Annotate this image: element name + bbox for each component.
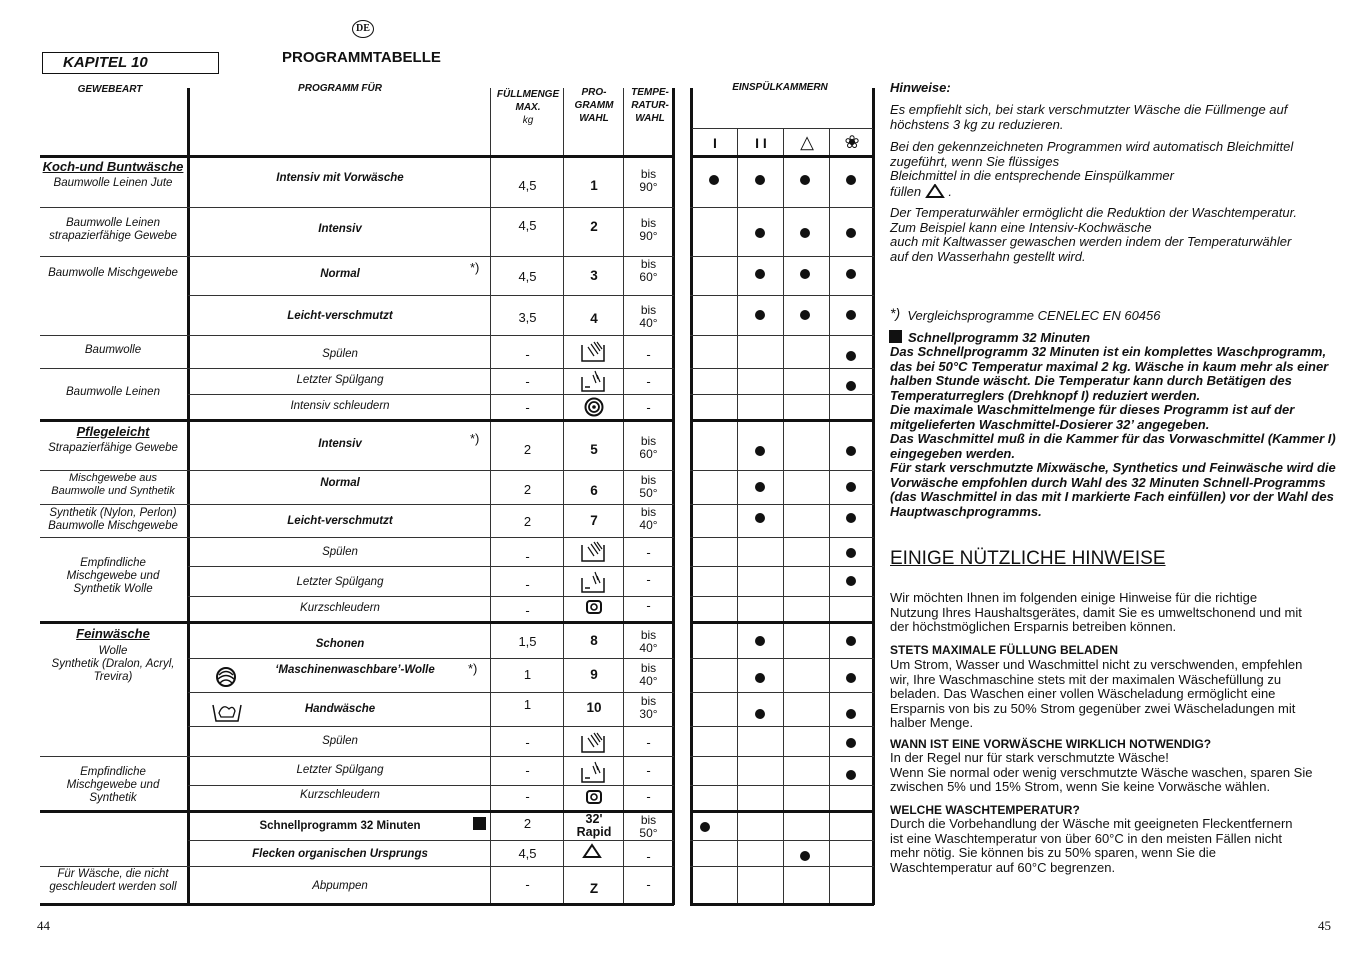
compartment-dot bbox=[755, 673, 765, 683]
load-value: - bbox=[525, 577, 530, 592]
paragraph: In der Regel nur für stark verschmutzte Wäsche! Wenn Sie normal oder wenig verschmutzte Wäsche waschen, sparen Sie zwischen 5% und 15% Strom, wenn Sie keine Vorwäsche wählen. bbox=[890, 750, 1313, 794]
table-rule bbox=[40, 368, 188, 369]
program-number: 32' Rapid bbox=[576, 812, 612, 839]
compartment-dot bbox=[800, 228, 810, 238]
compartment-dot bbox=[846, 673, 856, 683]
table-divider bbox=[563, 88, 564, 905]
load-value: - bbox=[525, 603, 530, 618]
load-value: - bbox=[525, 763, 530, 778]
compartment-dot bbox=[709, 175, 719, 185]
temp-value: bis 40° bbox=[639, 505, 658, 532]
temp-value: - bbox=[646, 545, 651, 560]
table-rule bbox=[188, 256, 674, 257]
temp-value: bis 90° bbox=[639, 216, 658, 243]
program-name: Letzter Spülgang bbox=[296, 576, 384, 588]
temp-value: - bbox=[646, 572, 651, 587]
table-rule bbox=[40, 537, 188, 538]
chapter-label: KAPITEL 10 bbox=[42, 52, 219, 74]
table-rule bbox=[188, 394, 674, 395]
program-name: Schnellprogramm 32 Minuten bbox=[259, 820, 421, 832]
program-name: Intensiv bbox=[318, 438, 362, 450]
temp-value: - bbox=[646, 598, 651, 613]
compartment-dot bbox=[846, 513, 856, 523]
fabric-text: Baumwolle Leinen bbox=[66, 386, 160, 398]
header-compartments: EINSPÜLKAMMERN bbox=[732, 82, 828, 93]
last-rinse-icon bbox=[580, 760, 606, 784]
fabric-text: Strapazierfähige Gewebe bbox=[48, 442, 178, 454]
compartment-dot bbox=[846, 228, 856, 238]
temp-value: bis 30° bbox=[639, 694, 658, 721]
table-rule bbox=[188, 566, 674, 567]
compartment-dot bbox=[846, 175, 856, 185]
program-name: Letzter Spülgang bbox=[296, 374, 384, 386]
compartment-dot bbox=[755, 175, 765, 185]
compartment-dot bbox=[755, 636, 765, 646]
note-paragraph: Bei den gekennzeichneten Programmen wird automatisch Bleichmittel zugeführt, wenn Sie flüssiges Bleichmittel in die entsprechende Einspülkammer füllen . bbox=[890, 139, 1294, 199]
header-fabric: GEWEBEART bbox=[77, 84, 143, 95]
program-name: Schonen bbox=[315, 638, 365, 650]
table-rule bbox=[40, 470, 188, 471]
page-number-left: 44 bbox=[37, 918, 50, 933]
program-number: 8 bbox=[590, 633, 598, 648]
table-divider bbox=[872, 88, 875, 905]
table-rule bbox=[188, 621, 674, 624]
load-value: - bbox=[525, 374, 530, 389]
fabric-text: Baumwolle Leinen Jute bbox=[53, 177, 173, 189]
program-number: Z bbox=[589, 881, 599, 896]
compartment-dot bbox=[755, 482, 765, 492]
table-rule bbox=[40, 810, 188, 813]
paragraph: Durch die Vorbehandlung der Wäsche mit geeigneten Fleckentfernern ist eine Waschtemperatur von über 60°C in den meisten Fällen nicht mehr nötig. Sie können bis zu 50% sparen, wenn Sie die Waschtemperatur auf 60°C begrenzen. bbox=[890, 816, 1293, 875]
program-name: Flecken organischen Ursprungs bbox=[252, 848, 428, 860]
fabric-text: Baumwolle Mischgewebe bbox=[48, 267, 178, 279]
table-rule bbox=[690, 368, 874, 369]
last-rinse-icon bbox=[580, 369, 606, 393]
compartment-dot bbox=[800, 175, 810, 185]
program-number: 5 bbox=[590, 442, 598, 457]
footnote-marker: *) bbox=[468, 661, 478, 676]
bleach-triangle-icon bbox=[925, 184, 945, 199]
note-paragraph: Es empfiehlt sich, bei stark verschmutzter Wäsche die Füllmenge auf höchstens 3 kg zu reduzieren. bbox=[890, 102, 1288, 132]
fabric-text: Baumwolle Leinen strapazierfähige Gewebe bbox=[49, 217, 177, 242]
table-rule bbox=[690, 207, 874, 208]
table-rule bbox=[40, 866, 188, 867]
bleach-triangle-icon bbox=[582, 843, 602, 859]
program-name: Leicht-verschmutzt bbox=[287, 515, 393, 527]
rinse-icon bbox=[580, 730, 606, 754]
paragraph: Um Strom, Wasser und Waschmittel nicht zu verschwenden, empfehlen wir, Ihre Waschmaschine stets mit der maximalen Wäschefüllung zu beladen. Das Waschen einer vollen Wäscheladung ermöglicht eine Ersparnis von bis zu 50% Strom gegenüber zwei Wäscheladungen mit halber Menge. bbox=[890, 657, 1303, 730]
program-name: Abpumpen bbox=[312, 880, 368, 892]
temp-value: bis 40° bbox=[639, 628, 658, 655]
load-value: - bbox=[525, 735, 530, 750]
table-rule bbox=[690, 470, 874, 471]
header-program-for: PROGRAMM FÜR bbox=[298, 83, 382, 94]
table-rule bbox=[188, 295, 674, 296]
table-rule bbox=[40, 155, 188, 158]
table-rule bbox=[188, 596, 674, 597]
fabric-text: Wolle Synthetik (Dralon, Acryl, Trevira) bbox=[51, 645, 175, 683]
program-name: Spülen bbox=[322, 348, 358, 360]
table-rule bbox=[188, 207, 674, 208]
load-value: 4,5 bbox=[518, 178, 537, 193]
compartment-dot bbox=[846, 446, 856, 456]
square-marker-icon bbox=[473, 817, 486, 830]
table-rule bbox=[40, 256, 188, 257]
schnell-title: Schnellprogramm 32 Minuten bbox=[908, 330, 1091, 345]
temp-value: bis 40° bbox=[639, 661, 658, 688]
temp-value: - bbox=[646, 400, 651, 415]
program-number: 3 bbox=[590, 268, 598, 283]
temp-value: - bbox=[646, 735, 651, 750]
table-rule bbox=[690, 504, 874, 505]
table-divider bbox=[187, 88, 190, 905]
table-rule bbox=[188, 335, 674, 336]
footnote: *) Vergleichsprogramme CENELEC EN 60456 bbox=[890, 305, 1161, 323]
load-value: 4,5 bbox=[518, 846, 537, 861]
table-divider bbox=[623, 88, 624, 905]
load-value: - bbox=[525, 789, 530, 804]
compartment-dot bbox=[755, 709, 765, 719]
spin-icon bbox=[584, 397, 604, 417]
table-divider bbox=[737, 128, 738, 905]
intro-paragraph: Wir möchten Ihnen im folgenden einige Hinweise für die richtige Nutzung Ihres Haushaltsgerätes, damit Sie es umweltschonend und mit der höchstmöglichen Ersparnis betreiben können. bbox=[890, 590, 1302, 634]
temp-value: - bbox=[646, 763, 651, 778]
table-rule bbox=[690, 596, 874, 597]
header-temp: TEMPE- RATUR- WAHL bbox=[631, 87, 669, 124]
program-name: Spülen bbox=[322, 735, 358, 747]
table-rule bbox=[188, 785, 674, 786]
program-name: ‘Maschinenwaschbare’-Wolle bbox=[275, 664, 435, 676]
program-number: 7 bbox=[590, 513, 598, 528]
program-number: 9 bbox=[590, 667, 598, 682]
load-value: - bbox=[525, 877, 530, 892]
table-rule bbox=[188, 419, 674, 422]
load-value: 1 bbox=[523, 667, 532, 682]
table-rule bbox=[188, 155, 674, 158]
square-marker-icon bbox=[889, 330, 902, 343]
fabric-text: Für Wäsche, die nicht geschleudert werden soll bbox=[49, 868, 177, 893]
compartment-dot bbox=[800, 851, 810, 861]
subheading: WANN IST EINE VORWÄSCHE WIRKLICH NOTWENDIG? bbox=[890, 737, 1212, 751]
last-rinse-icon bbox=[580, 570, 606, 594]
table-rule bbox=[690, 840, 874, 841]
compartment-dot bbox=[755, 228, 765, 238]
table-rule bbox=[40, 207, 188, 208]
category-pflege: Pflegeleicht bbox=[76, 424, 150, 439]
program-number: 10 bbox=[586, 700, 602, 715]
table-rule bbox=[690, 256, 874, 257]
load-value: - bbox=[525, 549, 530, 564]
subheading: WELCHE WASCHTEMPERATUR? bbox=[890, 803, 1080, 817]
table-rule bbox=[40, 504, 188, 505]
table-rule bbox=[690, 810, 874, 813]
program-name: Handwäsche bbox=[304, 703, 376, 715]
page-number-right: 45 bbox=[1318, 918, 1331, 933]
table-rule bbox=[690, 756, 874, 757]
load-value: 2 bbox=[523, 816, 532, 831]
temp-value: bis 90° bbox=[639, 167, 658, 194]
table-rule bbox=[690, 692, 874, 693]
table-rule bbox=[690, 621, 874, 624]
comp-col-3: △ bbox=[800, 132, 814, 152]
table-rule bbox=[188, 866, 674, 867]
header-program: PRO- GRAMM WAHL bbox=[574, 87, 614, 124]
compartment-dot bbox=[800, 310, 810, 320]
page-title: PROGRAMMTABELLE bbox=[282, 49, 441, 66]
table-rule bbox=[690, 566, 874, 567]
table-divider bbox=[829, 128, 830, 905]
table-rule bbox=[690, 658, 874, 659]
table-rule bbox=[188, 504, 674, 505]
fabric-text: Empfindliche Mischgewebe und Synthetik bbox=[66, 766, 160, 804]
program-name: Spülen bbox=[322, 546, 358, 558]
load-value: 4,5 bbox=[518, 269, 537, 284]
table-rule bbox=[188, 726, 674, 727]
fabric-text: Baumwolle bbox=[84, 344, 142, 356]
load-value: 2 bbox=[523, 442, 532, 457]
temp-value: - bbox=[646, 347, 651, 362]
compartment-dot bbox=[846, 548, 856, 558]
program-name: Intensiv bbox=[318, 223, 362, 235]
table-rule bbox=[690, 335, 874, 336]
notes-title: Hinweise: bbox=[890, 80, 951, 95]
section-heading: EINIGE NÜTZLICHE HINWEISE bbox=[890, 548, 1166, 569]
comp-col-2: I I bbox=[755, 135, 767, 151]
temp-value: - bbox=[646, 849, 651, 864]
program-number: 6 bbox=[590, 483, 598, 498]
temp-value: bis 40° bbox=[639, 303, 658, 330]
program-name: Intensiv schleudern bbox=[290, 400, 390, 412]
temp-value: bis 50° bbox=[639, 473, 658, 500]
load-value: - bbox=[525, 347, 530, 362]
table-divider bbox=[490, 88, 491, 905]
rinse-icon bbox=[580, 539, 606, 563]
compartment-dot bbox=[755, 513, 765, 523]
table-rule bbox=[690, 903, 874, 906]
temp-value: - bbox=[646, 789, 651, 804]
temp-value: - bbox=[646, 877, 651, 892]
load-value: 1 bbox=[523, 697, 532, 712]
table-rule bbox=[188, 903, 674, 906]
program-name: Leicht-verschmutzt bbox=[287, 310, 393, 322]
compartment-dot bbox=[800, 269, 810, 279]
wool-icon bbox=[214, 665, 238, 689]
temp-value: bis 60° bbox=[639, 257, 658, 284]
table-rule bbox=[40, 621, 188, 624]
category-koch: Koch-und Buntwäsche bbox=[42, 159, 184, 174]
subheading: STETS MAXIMALE FÜLLUNG BELADEN bbox=[890, 643, 1118, 657]
table-rule bbox=[690, 785, 874, 786]
program-number: 2 bbox=[590, 219, 598, 234]
table-rule bbox=[40, 419, 188, 422]
program-name: Normal bbox=[320, 268, 360, 280]
comp-col-4: ❀ bbox=[844, 132, 860, 152]
compartment-dot bbox=[846, 709, 856, 719]
table-rule bbox=[690, 419, 874, 422]
load-value: 1,5 bbox=[518, 634, 537, 649]
category-fein: Feinwäsche bbox=[76, 626, 150, 641]
program-number: 4 bbox=[590, 311, 598, 326]
program-name: Kurzschleudern bbox=[300, 602, 380, 614]
compartment-dot bbox=[846, 482, 856, 492]
load-value: 2 bbox=[523, 514, 532, 529]
table-rule bbox=[40, 756, 188, 757]
program-name: Kurzschleudern bbox=[300, 789, 380, 801]
load-value: 3,5 bbox=[518, 310, 537, 325]
fabric-text: Empfindliche Mischgewebe und Synthetik Wolle bbox=[66, 557, 160, 595]
compartment-dot bbox=[755, 310, 765, 320]
table-rule bbox=[690, 155, 874, 158]
compartment-dot bbox=[755, 269, 765, 279]
table-rule bbox=[188, 658, 674, 659]
table-divider bbox=[783, 128, 784, 905]
footnote-marker: *) bbox=[470, 431, 480, 446]
language-badge: DE bbox=[352, 20, 374, 38]
program-name: Letzter Spülgang bbox=[296, 764, 384, 776]
footnote-marker: *) bbox=[470, 260, 480, 275]
comp-col-1: I bbox=[713, 135, 717, 151]
schnell-text: Das Schnellprogramm 32 Minuten ist ein komplettes Waschprogramm, das bei 50°C Temperatur maximal 2 kg. Wäsche in kaum mehr als einer halben Stunde wäscht. Die Temperatur kann durch Betätigen des Temperaturreglers (Drehknopf I) reduziert werden. Die maximale Waschmittelmenge für dieses Programm ist auf der mitgelieferten Waschmittel-Dosierer 32’ angegeben. Das Waschmittel muß in die Kammer für das Vorwaschmittel (Kammer I) eingegeben werden. Für stark verschmutzte Mixwäsche, Synthetics und Feinwäsche wird die Vorwäsche empfohlen durch Wahl des 32 Minuten Schnell-Programms (das Waschmittel in das mit I markierte Fach einfüllen) vor der Wahl des Hauptwaschprogramms. bbox=[890, 344, 1336, 519]
table-rule bbox=[188, 756, 674, 757]
program-number: 1 bbox=[590, 178, 598, 193]
program-name: Normal bbox=[320, 477, 360, 489]
temp-value: bis 60° bbox=[639, 434, 658, 461]
table-rule bbox=[188, 537, 674, 538]
load-value: 4,5 bbox=[518, 218, 537, 233]
compartment-dot bbox=[846, 738, 856, 748]
compartment-dot bbox=[846, 381, 856, 391]
note-paragraph: Der Temperaturwähler ermöglicht die Reduktion der Waschtemperatur. Zum Beispiel kann eine Intensiv-Kochwäsche auch mit Kaltwasser gewaschen werden indem der Temperaturwähler auf den Wasserhahn gestellt wird. bbox=[890, 205, 1298, 264]
table-rule bbox=[188, 470, 674, 471]
table-rule bbox=[40, 335, 188, 336]
rinse-icon bbox=[580, 339, 606, 363]
load-value: - bbox=[525, 400, 530, 415]
fabric-text: Synthetik (Nylon, Perlon) Baumwolle Mischgewebe bbox=[48, 507, 178, 532]
program-name: Intensiv mit Vorwäsche bbox=[276, 172, 404, 184]
table-rule bbox=[690, 537, 874, 538]
table-rule bbox=[690, 726, 874, 727]
fabric-text: Mischgewebe aus Baumwolle und Synthetik bbox=[51, 472, 175, 497]
table-rule bbox=[188, 840, 674, 841]
table-rule bbox=[188, 692, 674, 693]
table-rule bbox=[40, 903, 188, 906]
table-divider bbox=[690, 88, 693, 905]
compartment-dot bbox=[755, 446, 765, 456]
compartment-dot bbox=[846, 351, 856, 361]
table-divider bbox=[672, 88, 675, 905]
temp-value: bis 50° bbox=[639, 813, 658, 840]
compartment-dot bbox=[700, 822, 710, 832]
compartment-dot bbox=[846, 269, 856, 279]
table-rule bbox=[690, 394, 874, 395]
compartment-dot bbox=[846, 576, 856, 586]
short-spin-icon bbox=[585, 599, 603, 615]
short-spin-icon bbox=[585, 789, 603, 805]
compartment-dot bbox=[846, 770, 856, 780]
compartment-dot bbox=[846, 636, 856, 646]
compartment-dot bbox=[846, 310, 856, 320]
table-rule bbox=[690, 866, 874, 867]
header-load: FÜLLMENGE MAX. kg bbox=[496, 89, 560, 126]
temp-value: - bbox=[646, 374, 651, 389]
table-rule bbox=[690, 295, 874, 296]
load-value: 2 bbox=[523, 482, 532, 497]
table-rule bbox=[692, 128, 873, 129]
